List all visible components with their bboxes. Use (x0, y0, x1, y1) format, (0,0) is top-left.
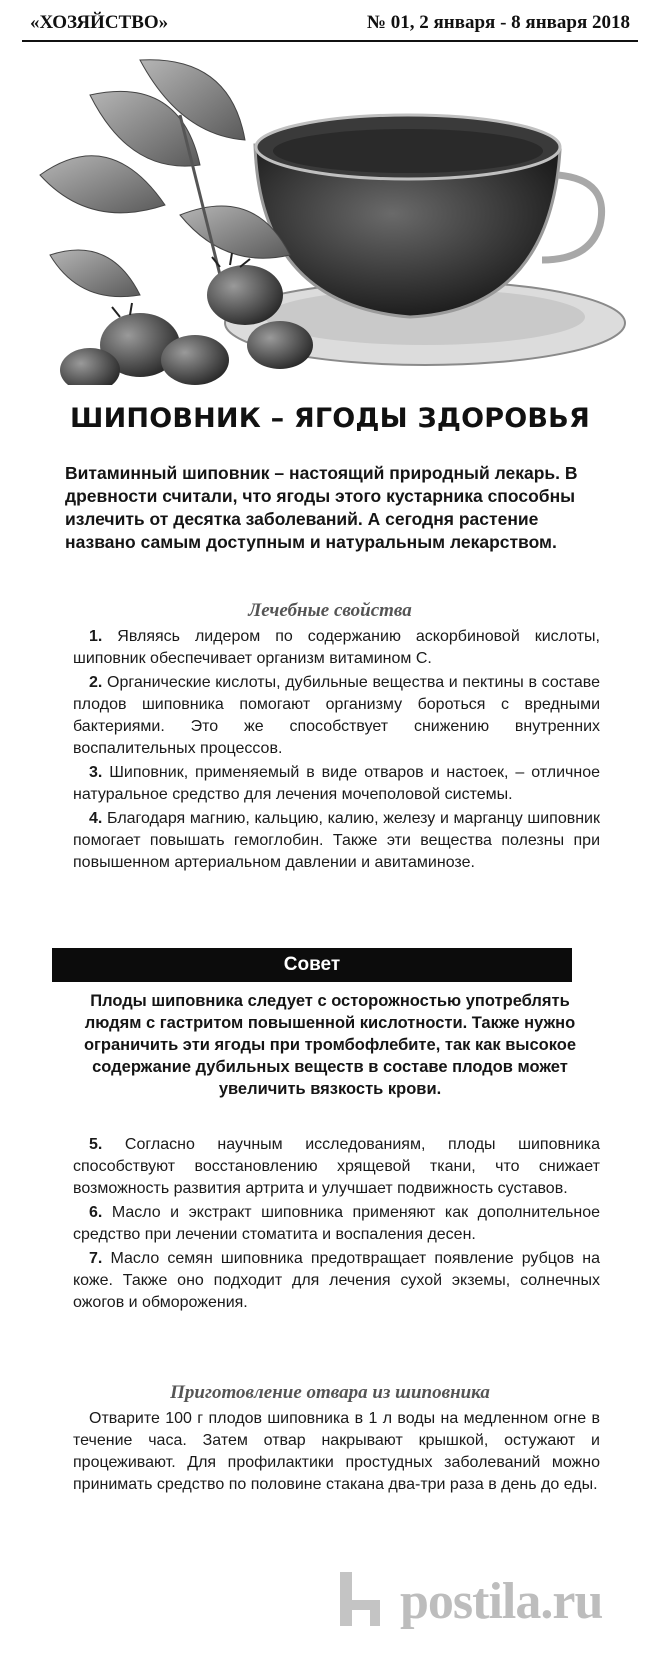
page-header (30, 8, 630, 38)
properties-list (73, 626, 600, 876)
properties-list-continued (73, 1134, 600, 1316)
article-title: ШИПОВНИК – ЯГОДЫ ЗДОРОВЬЯ (70, 403, 590, 434)
postila-watermark (330, 1566, 630, 1634)
watermark-text: postila.ru (400, 1573, 603, 1630)
tip-header-bar (52, 948, 572, 982)
list-item: 3. Шиповник, применяемый в виде отваров и настоек, – отличное натуральное средство для лечения мочеполовой системы. (73, 764, 600, 803)
list-item: 4. Благодаря магнию, кальцию, калию, железу и марганцу шиповник помогает повышать гемоглобин. Также эти вещества полезны при повышенном артериальном давлении и авитаминозе. (73, 810, 600, 871)
list-item: 5. Согласно научным исследованиям, плоды шиповника способствуют восстановлению хрящевой ткани, что снижает возможность развития артрита и улучшает подвижность суставов. (73, 1136, 600, 1197)
article-lead: Витаминный шиповник – настоящий природный лекарь. В древности считали, что ягоды этого кустарника способны излечить от десятка заболеваний. А сегодня растение названо самым доступным и натуральным лекарством. (65, 463, 578, 552)
list-item: 6. Масло и экстракт шиповника применяют как дополнительное средство при лечении стоматита и воспаления десен. (73, 1204, 600, 1243)
section-heading-recipe: Приготовление отвара из шиповника (170, 1382, 490, 1403)
tip-text: Плоды шиповника следует с осторожностью употреблять людям с гастритом повышенной кислотности. Также нужно ограничить эти ягоды при тромбофлебите, так как высокое содержание дубильных веществ в составе плодов может увеличить вязкость крови. (83, 992, 577, 1098)
tip-label: Совет (283, 954, 341, 975)
recipe-text: Отварите 100 г плодов шиповника в 1 л воды на медленном огне в течение часа. Затем отвар накрывают крышкой, остужают и процеживают. Для профилактики простудных заболеваний можно принимать средство по половине стакана два-три раза в день до еды. (73, 1410, 600, 1493)
chair-logo-icon (330, 1566, 390, 1632)
list-item: 7. Масло семян шиповника предотвращает появление рубцов на коже. Также оно подходит для лечения сухой экземы, солнечных ожогов и обморожения. (73, 1250, 600, 1311)
recipe-text-block (73, 1408, 600, 1498)
issue-info: № 01, 2 января - 8 января 2018 (366, 12, 630, 33)
list-item: 2. Органические кислоты, дубильные вещества и пектины в составе плодов шиповника помогают организму бороться с вредными бактериями. Это же способствует снижению внутренних воспалительных процессов. (73, 674, 600, 757)
section-heading-properties: Лечебные свойства (248, 600, 412, 621)
publication-name: «ХОЗЯЙСТВО» (30, 12, 169, 33)
header-divider (22, 40, 638, 42)
rosehip-tea-photo (30, 55, 635, 385)
list-item: 1. Являясь лидером по содержанию аскорбиновой кислоты, шиповник обеспечивает организм витамином С. (73, 628, 600, 667)
